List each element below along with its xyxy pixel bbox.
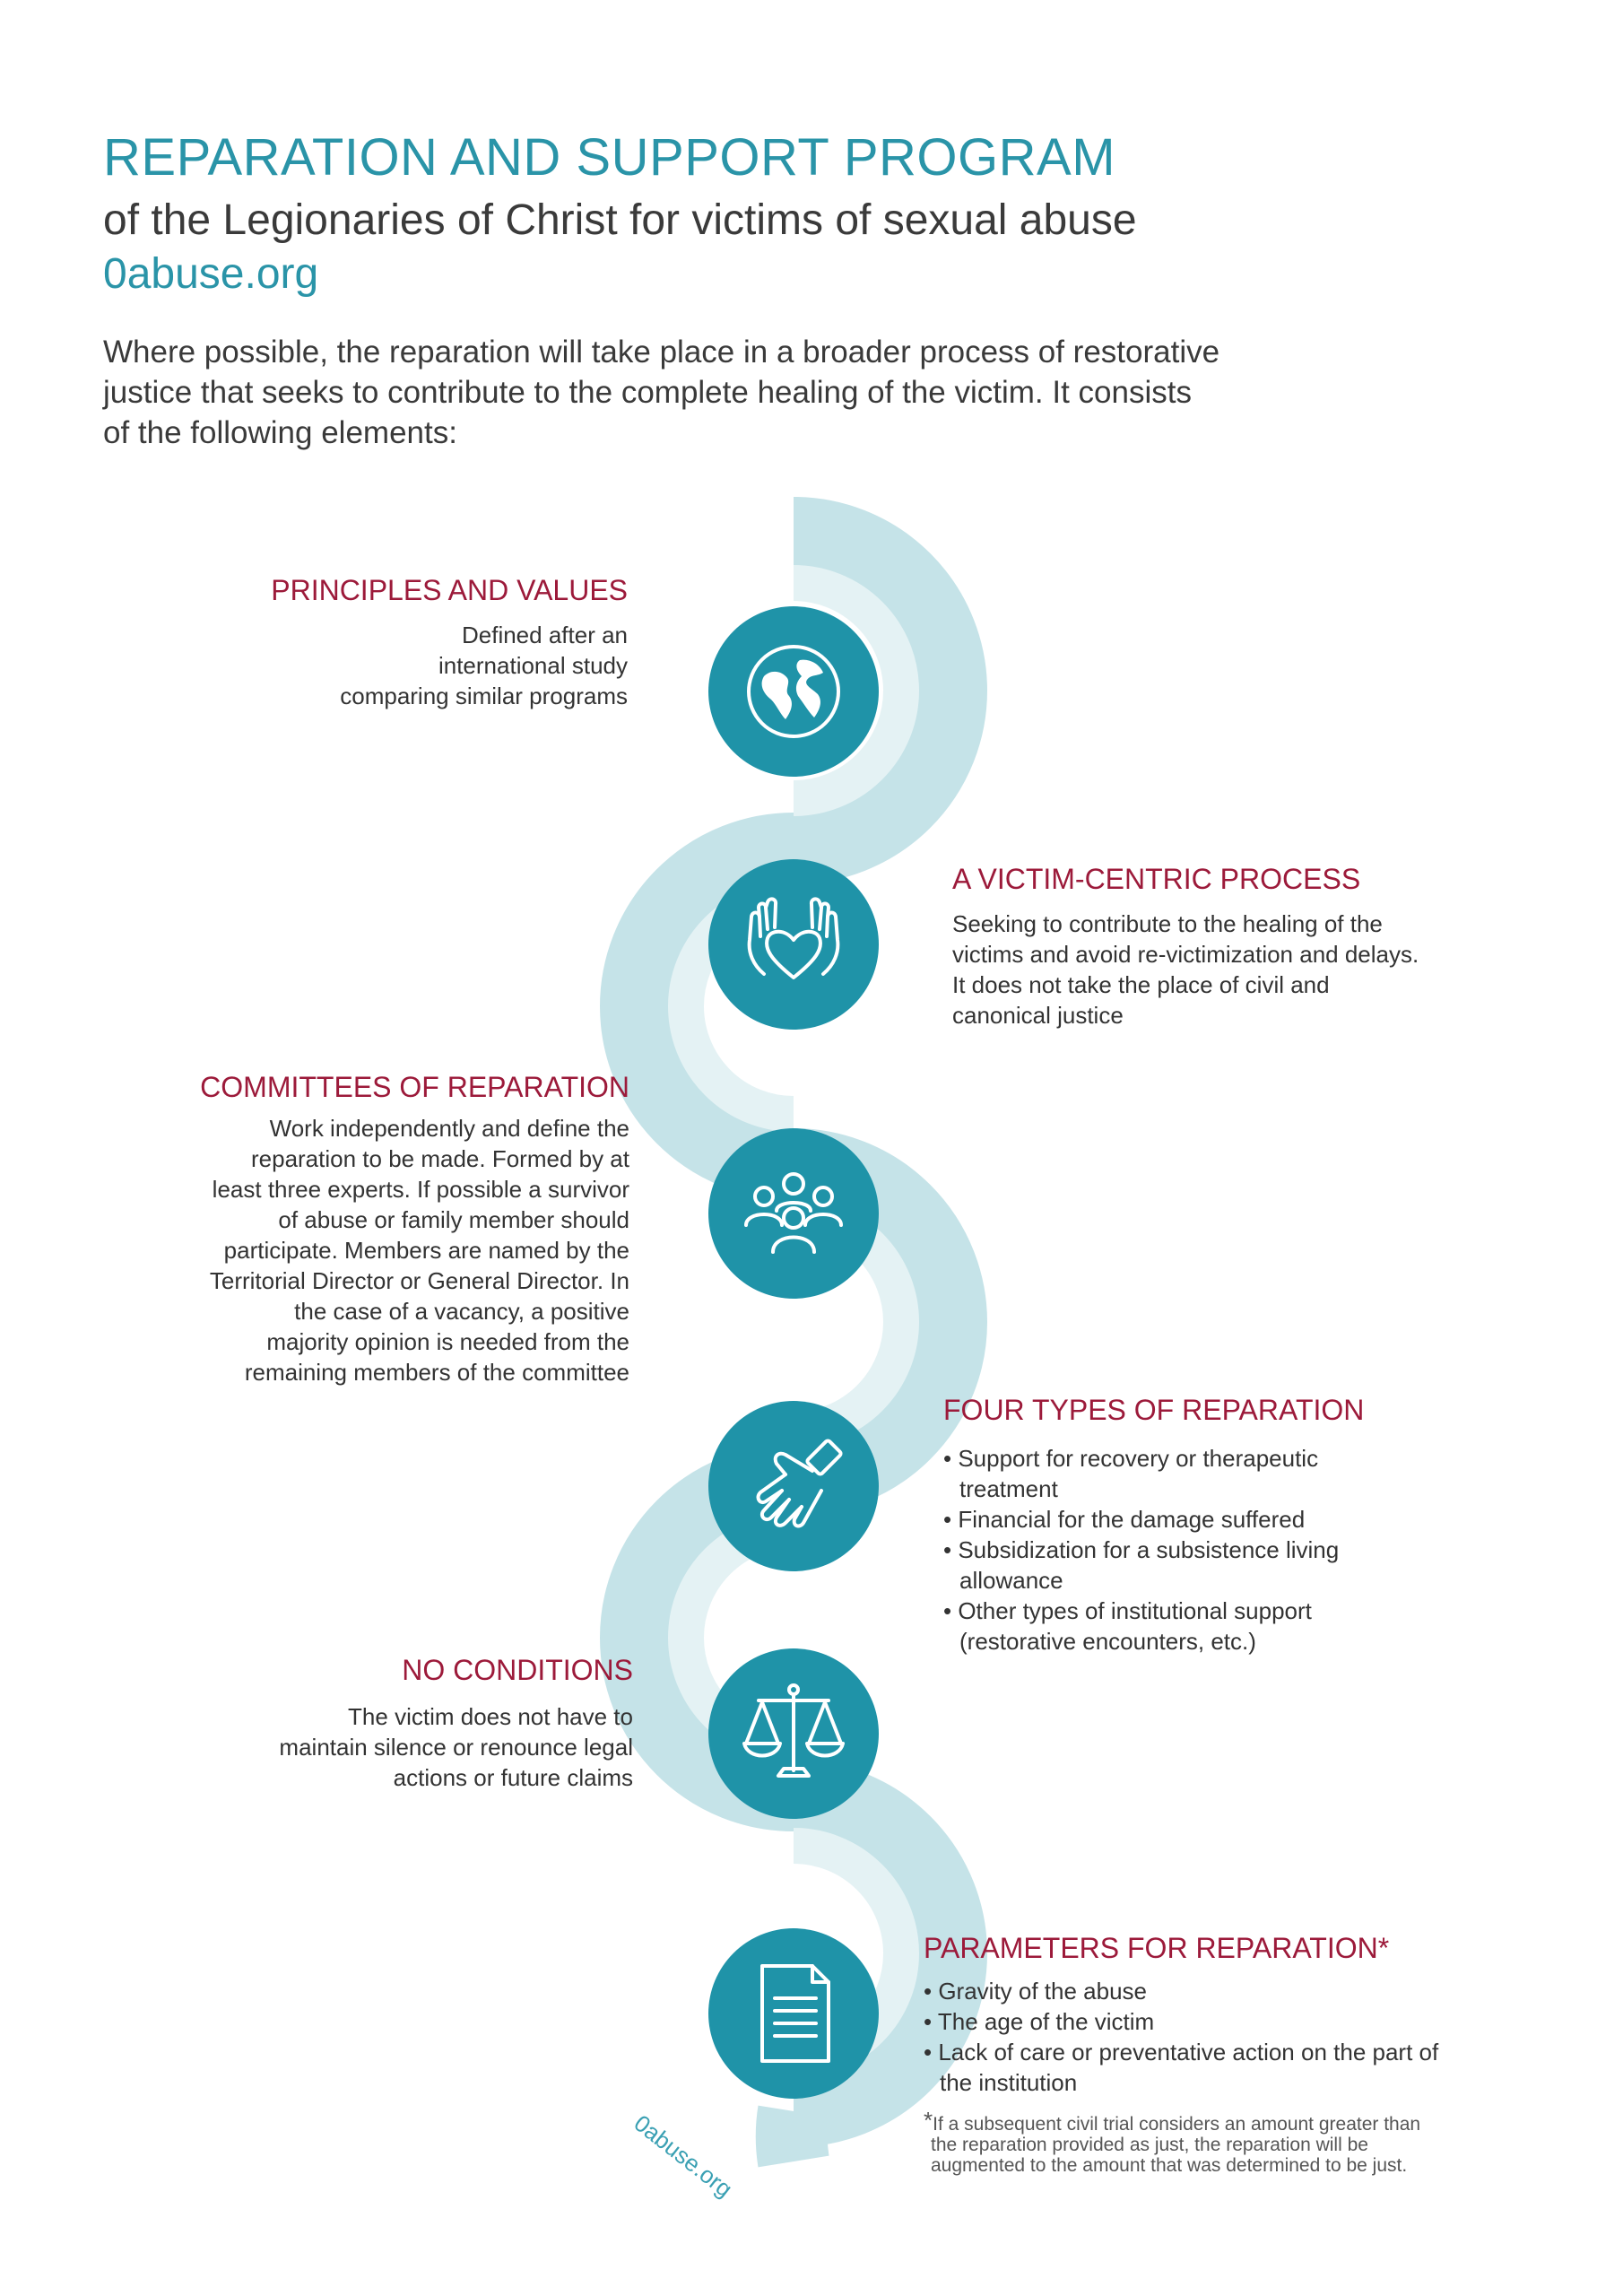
section-title: FOUR TYPES OF REPARATION xyxy=(943,1394,1365,1426)
body-line: victims and avoid re-victimization and delays. xyxy=(952,941,1419,968)
body-line: of abuse or family member should xyxy=(278,1206,629,1233)
section-body xyxy=(952,909,1419,1031)
section-body xyxy=(279,1701,633,1793)
section-title: A VICTIM-CENTRIC PROCESS xyxy=(952,863,1361,895)
body-line: The victim does not have to xyxy=(348,1703,633,1730)
bullet-item: • Support for recovery or therapeutic xyxy=(943,1443,1364,1474)
document-icon xyxy=(708,1928,879,2099)
footnote-asterisk: * xyxy=(924,2107,933,2134)
section-no-conditions xyxy=(279,1654,633,1793)
body-line: Territorial Director or General Director. In xyxy=(209,1267,629,1294)
body-line: Defined after an xyxy=(461,622,628,648)
section-title: PARAMETERS FOR REPARATION* xyxy=(924,1932,1390,1964)
body-line: participate. Members are named by the xyxy=(223,1237,629,1264)
body-line: It does not take the place of civil and xyxy=(952,971,1330,998)
section-body xyxy=(924,1976,1438,2098)
bullet-continuation: allowance xyxy=(959,1567,1063,1594)
bullet-item: • Gravity of the abuse xyxy=(924,1976,1438,2006)
bullet-continuation: treatment xyxy=(959,1475,1058,1502)
bullet-item: • Other types of institutional support xyxy=(943,1596,1364,1626)
section-title: NO CONDITIONS xyxy=(402,1654,633,1686)
body-line: reparation to be made. Formed by at xyxy=(250,1145,629,1172)
section-title: PRINCIPLES AND VALUES xyxy=(271,574,628,606)
body-line: canonical justice xyxy=(952,1002,1124,1029)
bullet-item: • The age of the victim xyxy=(924,2006,1438,2037)
footnote-line: augmented to the amount that was determined to be just. xyxy=(931,2155,1408,2176)
footnote-line: the reparation provided as just, the reparation will be xyxy=(931,2135,1368,2155)
site-link[interactable]: 0abuse.org xyxy=(103,250,319,298)
globe-icon xyxy=(708,606,879,777)
footnote-line xyxy=(924,2107,1438,2135)
body-line: the case of a vacancy, a positive xyxy=(294,1298,629,1325)
intro-line: justice that seeks to contribute to the complete healing of the victim. It consists xyxy=(103,375,1192,410)
bullet-item: • Subsidization for a subsistence living xyxy=(943,1535,1364,1565)
helping-hand-icon xyxy=(708,1401,879,1571)
body-line: Work independently and define the xyxy=(269,1115,629,1142)
section-body xyxy=(943,1443,1364,1657)
body-line: comparing similar programs xyxy=(340,683,628,709)
section-four-types xyxy=(943,1394,1364,1657)
bullet-item: • Financial for the damage suffered xyxy=(943,1504,1364,1535)
watermark-text: 0abuse.org xyxy=(629,2109,738,2203)
body-line: international study xyxy=(438,652,628,679)
section-body xyxy=(271,620,628,711)
people-group-icon xyxy=(708,1128,879,1299)
section-title: COMMITTEES OF REPARATION xyxy=(200,1071,629,1103)
bullet-continuation: the institution xyxy=(940,2069,1078,2096)
hands-heart-icon xyxy=(708,859,879,1030)
intro-line: of the following elements: xyxy=(103,415,457,450)
footnote xyxy=(924,2107,1438,2176)
section-committees xyxy=(200,1071,629,1387)
body-line: actions or future claims xyxy=(393,1764,633,1791)
intro-line: Where possible, the reparation will take place in a broader process of restorative xyxy=(103,335,1220,370)
section-victim-centric xyxy=(952,863,1419,1031)
body-line: remaining members of the committee xyxy=(244,1359,629,1386)
page-subtitle: of the Legionaries of Christ for victims of sexual abuse xyxy=(103,196,1137,244)
bullet-continuation: (restorative encounters, etc.) xyxy=(959,1628,1256,1655)
body-line: majority opinion is needed from the xyxy=(266,1328,629,1355)
section-parameters xyxy=(924,1932,1438,2176)
section-principles xyxy=(271,574,628,711)
section-body xyxy=(200,1113,629,1387)
body-line: least three experts. If possible a survivor xyxy=(212,1176,629,1203)
body-line: Seeking to contribute to the healing of the xyxy=(952,910,1383,937)
page-title: REPARATION AND SUPPORT PROGRAM xyxy=(103,128,1116,187)
bullet-item: • Lack of care or preventative action on the part of xyxy=(924,2037,1438,2067)
body-line: maintain silence or renounce legal xyxy=(279,1734,633,1761)
footnote-text: If a subsequent civil trial considers an amount greater than xyxy=(933,2114,1421,2135)
scales-icon xyxy=(708,1648,879,1819)
